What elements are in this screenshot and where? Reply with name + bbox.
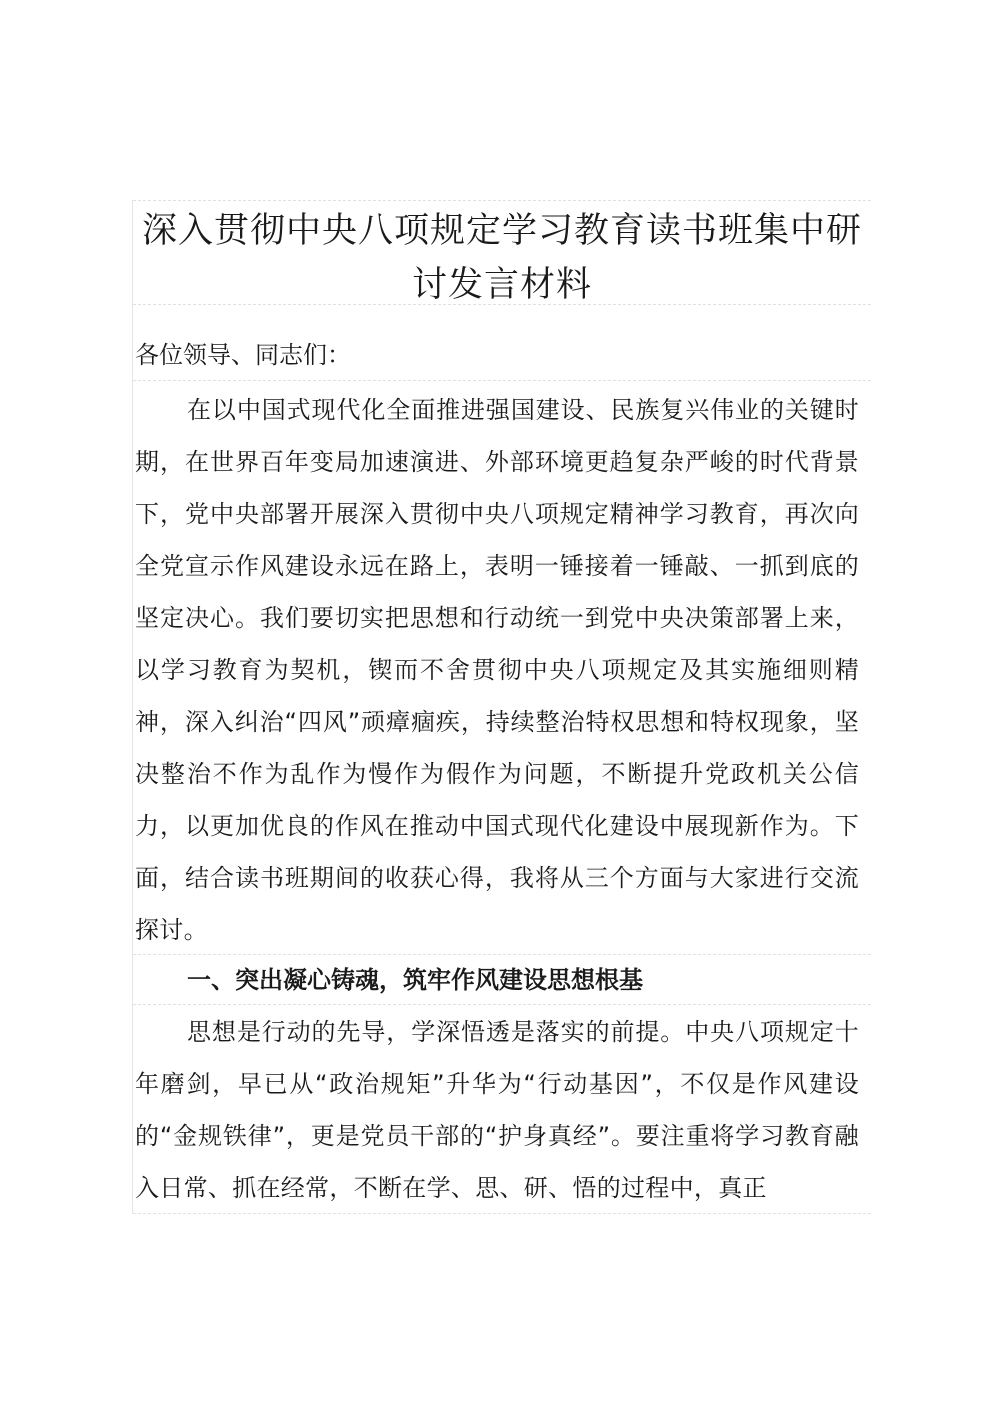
body-paragraph: 在以中国式现代化全面推进强国建设、民族复兴伟业的关键时期，在世界百年变局加速演进、外部环境更趋复杂严峻的时代背景下，党中央部署开展深入贯彻中央八项规定精神学习教育，再次向全党宣示作风建设永远在路上，表明一锤接着一锤敲、一抓到底的坚定决心。我们要切实把思想和行动统一到党中央决策部署上来，以学习教育为契机，锲而不舍贯彻中央八项规定及其实施细则精神，深入纠治“四风”顽瘴痼疾，持续整治特权思想和特权现象，坚决整治不作为乱作为慢作为假作为问题，不断提升党政机关公信力，以更加优良的作风在推动中国式现代化建设中展现新作为。下面，结合读书班期间的收获心得，我将从三个方面与大家进行交流探讨。 bbox=[135, 396, 859, 944]
document-page bbox=[132, 200, 871, 1214]
divider-line bbox=[133, 200, 871, 201]
divider-line bbox=[133, 1004, 871, 1005]
divider-line bbox=[133, 380, 871, 381]
section-paragraph: 思想是行动的先导，学深悟透是落实的前提。中央八项规定十年磨剑，早已从“政治规矩”升华为“行动基因”，不仅是作风建设的“金规铁律”，更是党员干部的“护身真经”。要注重将学习教育融入日常、抓在经常，不断在学、思、研、悟的过程中，真正 bbox=[135, 1018, 859, 1202]
salutation: 各位领导、同志们： bbox=[135, 341, 351, 369]
divider-line bbox=[133, 1213, 871, 1214]
divider-line bbox=[133, 954, 871, 955]
divider-line bbox=[133, 304, 871, 305]
section-heading: 一、突出凝心铸魂，筑牢作风建设思想根基 bbox=[187, 966, 643, 994]
document-title: 深入贯彻中央八项规定学习教育读书班集中研讨发言材料 bbox=[141, 211, 862, 305]
